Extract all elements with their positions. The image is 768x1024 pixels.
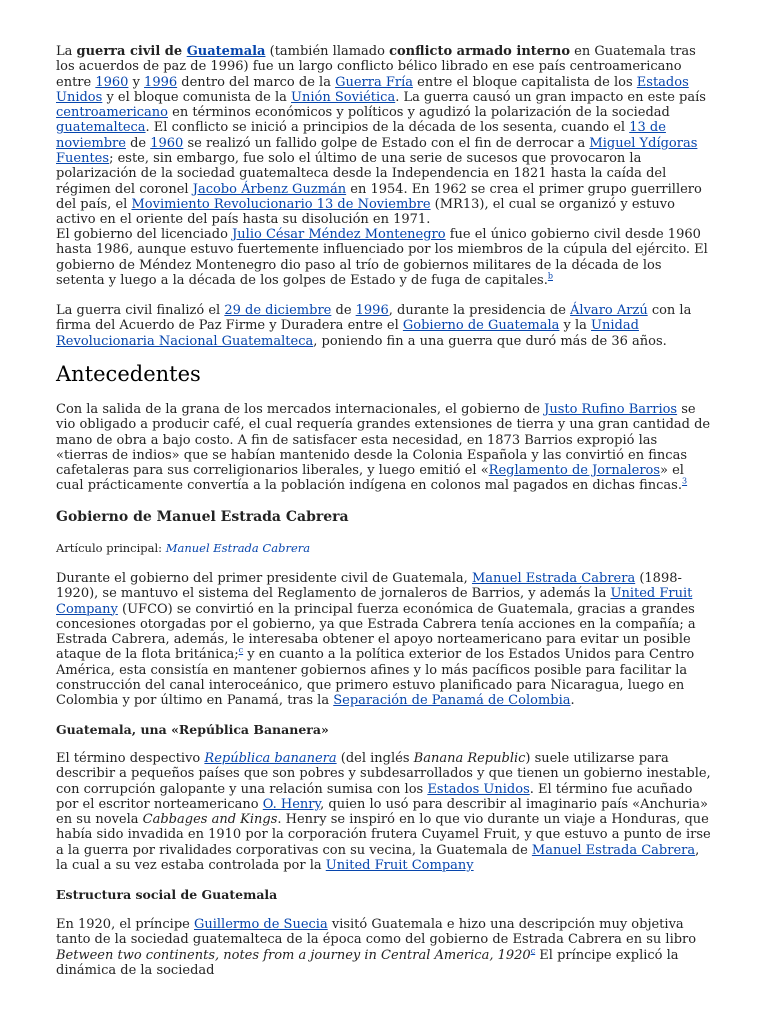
inline-link[interactable]: Estados Unidos (56, 74, 689, 105)
inline-link[interactable]: Reglamento de Jornaleros (488, 463, 661, 479)
text-run: Durante el gobierno del primer presidente civil de Guatemala, (56, 571, 472, 586)
text-run: y la (559, 318, 592, 334)
text-run: y (128, 74, 145, 90)
footnote-ref (548, 272, 553, 281)
section-heading-antecedentes: Antecedentes (56, 362, 201, 386)
inline-link[interactable]: guatemalteca (56, 120, 146, 136)
text-run: y el bloque comunista de la (102, 89, 292, 105)
antecedentes-paragraph (56, 402, 712, 494)
inline-link[interactable]: Guillermo de Suecia (193, 917, 328, 932)
text-run: y en cuanto a la política exterior de los Estados Unidos para Centro América, esta consistía en mantener gobiernos afines y lo más pacíficos posible para facilitar la construcción del canal interoceánico, que primero estuvo planificado para Nicaragua, luego en Colombia y por último en Panamá, tras la (56, 647, 695, 709)
inline-link[interactable]: Miguel Ydígoras Fuentes (56, 135, 698, 167)
inline-link[interactable]: Movimiento Revolucionario 13 de Noviembre (131, 196, 431, 212)
text-run: dentro del marco de la (177, 74, 336, 90)
inline-link[interactable]: 1996 (144, 74, 178, 90)
footnote-link[interactable]: c (530, 946, 536, 956)
text-run: . Henry se inspiró en lo que vio durante un viaje a Honduras, que había sido invadida en 1910 por la corporación frutera Cuyamel Fruit, y que estuvo a punto de irse a la guerra por rivalidades corporativas con su vecina, la Guatemala de (56, 812, 711, 858)
inline-link[interactable]: United Fruit Company (325, 858, 474, 874)
text-run: , poniendo fin a una guerra que duró más de 36 años. (313, 333, 667, 349)
text-run: . El conflicto se inició a principios de la década de los sesenta, cuando el (145, 120, 630, 136)
inline-link[interactable]: Gobierno de Guatemala (402, 318, 560, 334)
main-article-hatnote (56, 541, 310, 555)
footnote-link[interactable]: b (547, 271, 553, 281)
intro-paragraph-1 (56, 44, 712, 228)
inline-link[interactable]: 1960 (95, 74, 129, 90)
inline-link[interactable]: Unión Soviética (291, 89, 396, 105)
inline-link[interactable]: Jacobo Árbenz Guzmán (192, 181, 347, 197)
inline-link[interactable]: Manuel Estrada Cabrera (531, 842, 696, 858)
inline-link[interactable]: United Fruit Company (56, 586, 693, 617)
text-run: con la firma del Acuerdo de Paz Firme y Duradera entre el (56, 303, 692, 334)
footnote-link[interactable]: 3 (682, 477, 688, 487)
inline-link[interactable]: República bananera (204, 751, 337, 766)
text-run: en Guatemala tras los acuerdos de paz de 1996) fue un largo conflicto bélico librado en ese país centroamericano entre (56, 44, 696, 90)
text-run: (MR13), el cual se organizó y estuvo activo en el oriente del país hasta su disolución en 1971. (56, 196, 675, 228)
bananera-paragraph (56, 751, 712, 873)
subheading-republica-bananera: Guatemala, una «República Bananera» (56, 722, 329, 737)
estructura-paragraph (56, 917, 712, 978)
text-run: , durante la presidencia de (388, 303, 571, 318)
intro-paragraph-2 (56, 227, 712, 288)
text-run: En 1920, el príncipe (56, 917, 194, 932)
text-run: El príncipe explicó la dinámica de la sociedad (56, 947, 679, 978)
footnote-ref (682, 477, 687, 486)
footnote-link[interactable]: c (238, 646, 244, 656)
text-run: visitó Guatemala e hizo una descripción muy objetiva tanto de la sociedad guatemalteca de la época como del gobierno de Estrada Cabrera en su libro (56, 917, 697, 948)
inline-link[interactable]: 29 de diciembre (224, 303, 332, 318)
inline-link[interactable]: Guerra Fría (335, 74, 413, 90)
inline-link[interactable]: 13 de noviembre (56, 120, 666, 151)
text-run: conflicto armado interno (389, 44, 571, 59)
inline-link[interactable]: 1996 (355, 303, 389, 318)
inline-link[interactable]: Separación de Panamá de Colombia (333, 693, 571, 709)
inline-link[interactable]: Estados Unidos (427, 781, 530, 797)
text-run: , quien lo usó para describir al imaginario país «Anchuria» en su novela (56, 796, 708, 828)
inline-link[interactable]: Julio César Méndez Montenegro (232, 227, 446, 242)
text-run: (también llamado (265, 44, 390, 59)
text-run: en 1954. En 1962 se crea el primer grupo guerrillero del país, el (56, 181, 702, 212)
subheading-estructura-social: Estructura social de Guatemala (56, 887, 278, 902)
inline-link[interactable]: 1960 (150, 135, 184, 151)
text-run: (del inglés (336, 751, 414, 766)
subheading-estrada-cabrera: Gobierno de Manuel Estrada Cabrera (56, 509, 349, 525)
text-run: Banana Republic (413, 751, 526, 766)
inline-link[interactable]: centroamericano (56, 105, 168, 121)
text-run: La guerra civil finalizó el (56, 303, 225, 318)
text-run: de (125, 135, 151, 151)
text-run: » el cual prácticamente convertía a la población indígena en colonos mal pagados en dichas fincas. (56, 463, 684, 494)
text-run: de (331, 303, 356, 318)
text-run: (1898-1920), se mantuvo el sistema del Reglamento de jornaleros de Barrios, y además la (56, 571, 682, 602)
text-run: entre el bloque capitalista de los (413, 74, 637, 90)
text-run: El gobierno del licenciado (56, 227, 233, 242)
inline-link[interactable]: Unidad Revolucionaria Nacional Guatemalteca (56, 318, 639, 349)
text-run: (UFCO) se convirtió en la principal fuerza económica de Guatemala, gracias a grandes concesiones otorgadas por el gobierno, ya que Estrada Cabrera tenía acciones en la compañía; a Estrada Cabrera, además, le interesaba obtener el apoyo norteamericano para evitar un posible ataque de la flota británica; (56, 601, 696, 663)
inline-link[interactable]: Manuel Estrada Cabrera (471, 571, 636, 586)
text-run: se vio obligado a producir café, el cual requería grandes extensiones de tierra y una gran cantidad de mano de obra a bajo costo. A fin de satisfacer esta necesidad, en 1873 Barrios expropió las «tierras de indios» que se habían mantenido desde la Colonia Española y las convirtió en fincas cafetaleras para sus correligionarios liberales, y luego emitió el « (56, 402, 711, 479)
intro-paragraph-3 (56, 303, 712, 349)
text-run: Between two continents, notes from a journey in Central America, 1920 (56, 947, 531, 963)
text-run: Con la salida de la grana de los mercados internacionales, el gobierno de (56, 402, 545, 417)
inline-link[interactable]: Álvaro Arzú (570, 303, 648, 318)
text-run: . (570, 693, 575, 709)
text-run: ; este, sin embargo, fue solo el último de una serie de sucesos que provocaron la polarización de la sociedad guatemalteca desde la Independencia en 1821 hasta la caída del régimen del coronel (56, 151, 667, 197)
text-run: guerra civil de (76, 44, 187, 59)
text-run: . El término fue acuñado por el escritor norteamericano (56, 781, 693, 812)
text-run: El término despectivo (56, 751, 205, 766)
text-run: ) suele utilizarse para describir a pequeños países que son pobres y subdesarrollados y que tienen un gobierno inestable, con corrupción galopante y una relación sumisa con los (56, 751, 711, 797)
text-run: en términos económicos y políticos y agudizó la polarización de la sociedad (168, 105, 670, 121)
hatnote-prefix: Artículo principal: (56, 541, 166, 555)
text-run: Cabbages and Kings (142, 812, 278, 828)
text-run: La (56, 44, 77, 59)
estrada-paragraph (56, 571, 712, 709)
inline-link[interactable]: Guatemala (186, 44, 266, 59)
text-run: . La guerra causó un gran impacto en este país (395, 89, 706, 105)
text-run: , la cual a su vez estaba controlada por la (56, 842, 700, 874)
inline-link[interactable]: Justo Rufino Barrios (544, 402, 678, 417)
hatnote-link[interactable]: Manuel Estrada Cabrera (165, 541, 311, 555)
text-run: fue el único gobierno civil desde 1960 hasta 1986, aunque estuvo fuertemente influenciado por los miembros de la cúpula del ejército. El gobierno de Méndez Montenegro dio paso al trío de gobiernos militares de la década de los setenta y luego a la década de los golpes de Estado y de fuga de capitales. (56, 227, 708, 288)
inline-link[interactable]: O. Henry (262, 796, 321, 812)
text-run: se realizó un fallido golpe de Estado con el fin de derrocar a (183, 135, 590, 151)
